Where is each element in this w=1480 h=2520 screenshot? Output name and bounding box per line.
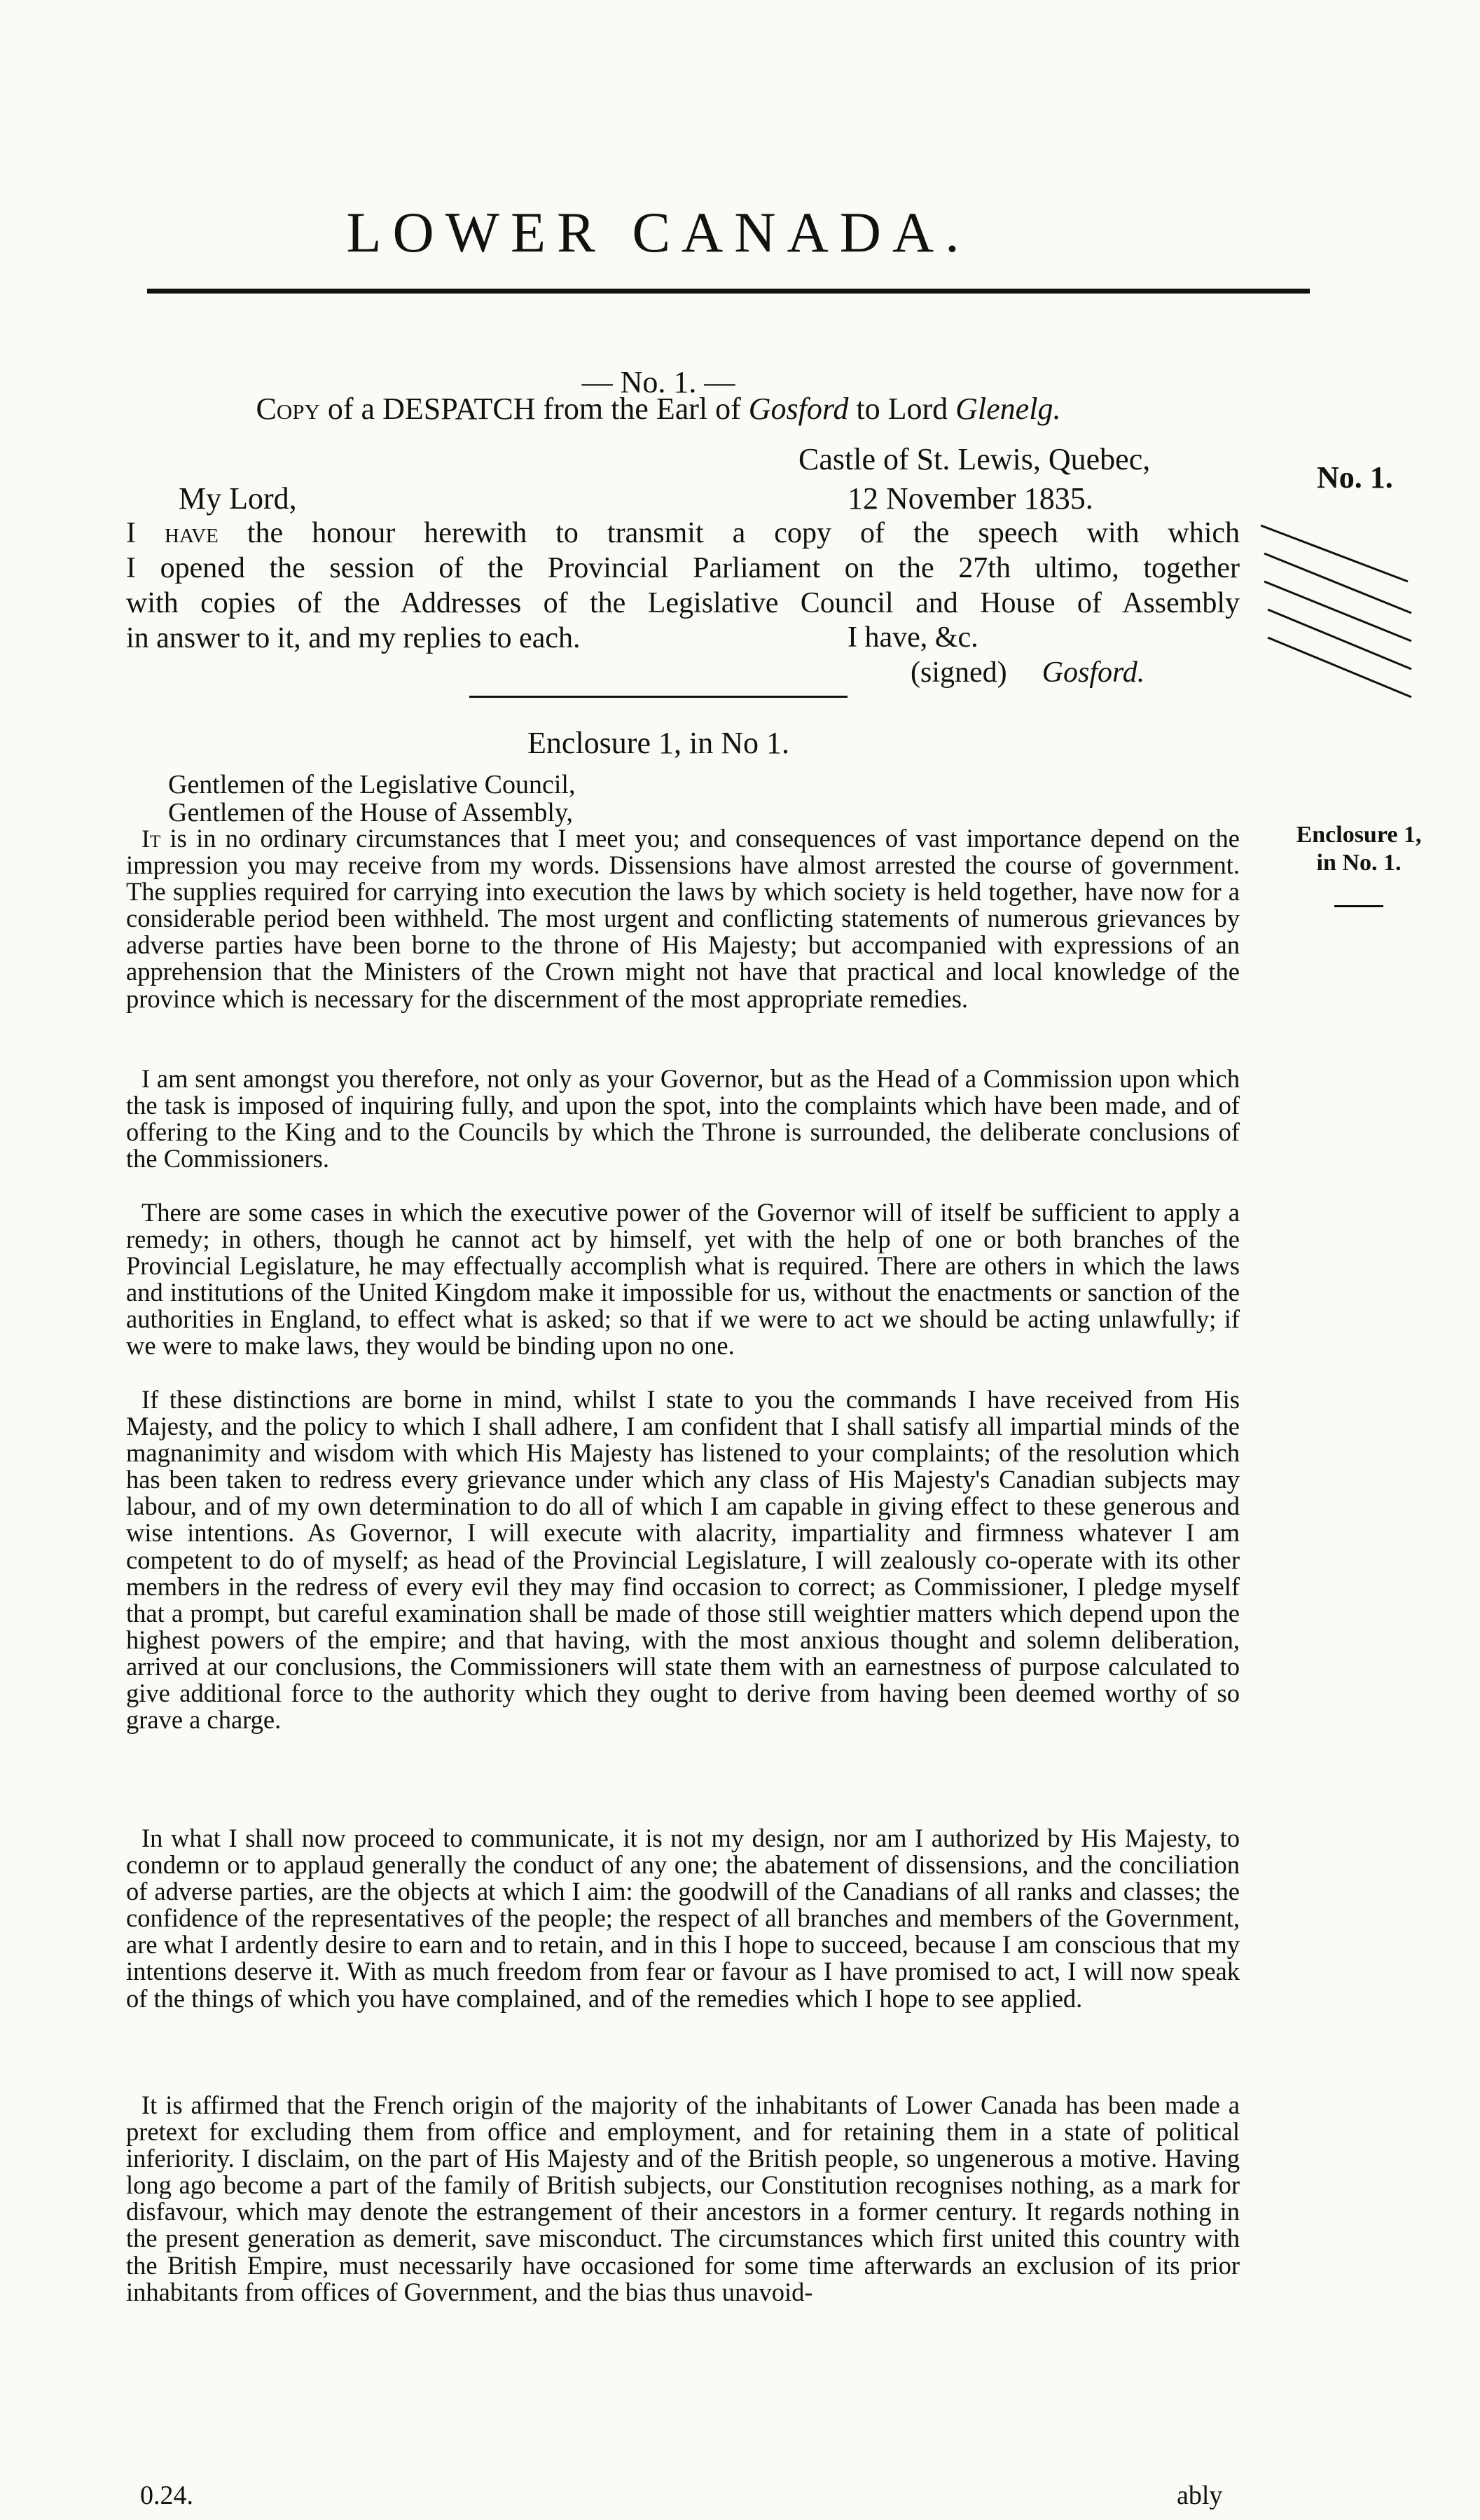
document-title: LOWER CANADA.	[346, 200, 971, 264]
margin-enclosure	[1289, 821, 1429, 877]
paragraph-4: If these distinctions are borne in mind, whilst I state to you the commands I have received from His Majesty, and the policy to which I shall adhere, I am confident that I shall satisfy all impartial minds of the magnanimity and wisdom with which His Majesty has listened to your complaints; of the resolution which has been taken to redress every grievance under which any class of His Majesty's Canadian subjects may labour, and of my own determination to do all of which I am capable in giving effect to these generous and wise intentions. As Governor, I will execute with alacrity, impartiality and firmness whatever I am competent to do of myself; as head of the Provincial Legislature, I will zealously co-operate with its other members in the redress of every evil they may find occasion to correct; as Commissioner, I pledge myself that a prompt, but careful examination shall be made of those still weightier matters which depend upon the highest powers of the empire; and that having, with the most anxious thought and solemn deliberation, arrived at our conclusions, the Commissioners will state them with an earnestness of purpose calculated to give additional force to the authority which they ought to derive from having been deemed worthy of so grave a charge.	[126, 1385, 1240, 1735]
title-rule	[147, 289, 1310, 294]
copy-word: Copy	[256, 392, 320, 426]
enclosure-heading: Enclosure 1, in No 1.	[527, 726, 789, 760]
footer-signature-mark: 0.24.	[140, 2481, 193, 2510]
letter-line-4: in answer to it, and my replies to each.	[126, 622, 581, 654]
salutation: My Lord,	[179, 481, 297, 516]
margin-enclosure-line-1: Enclosure 1,	[1296, 822, 1422, 848]
signature: Gosford.	[1042, 656, 1145, 689]
margin-dash	[1334, 905, 1383, 907]
despatch-heading	[0, 391, 1317, 427]
despatch-number: — No. 1. —	[581, 365, 735, 399]
heading-to: to Lord	[848, 392, 956, 426]
heading-of-a: of a DESPATCH from the Earl of	[319, 392, 749, 426]
paragraph-3: There are some cases in which the executive power of the Governor will of itself be sufficient to apply a remedy; in others, though he cannot act by himself, yet with the help of one or both branches of the Provincial Legislature, he may effectually accomplish what is required. There are others in which the laws and institutions of the United Kingdom make it impossible for us, without the enactments or sanction of the authorities in England, to effect what is asked; so that if we were to act we should be acting unlawfully; if we were to make laws, they would be binding upon no one.	[126, 1198, 1240, 1361]
letter-line-2: I opened the session of the Provincial Parliament on the 27th ultimo, together	[126, 552, 1240, 584]
letter-line-3: with copies of the Addresses of the Legislative Council and House of Assembly	[126, 587, 1240, 619]
address-line-2: Gentlemen of the House of Assembly,	[168, 798, 573, 827]
paragraph-5: In what I shall now proceed to communicate, it is not my design, nor am I authorized by His Majesty, to condemn or to applaud generally the conduct of any one; the abatement of dissensions, and the conciliation of adverse parties, are the objects at which I aim: the goodwill of the Canadians of all ranks and classes; the confidence of the representatives of the people; the respect of all branches and members of the Government, are what I ardently desire to earn and to retain, and in this I hope to succeed, because I am conscious that my intentions deserve it. With as much freedom from fear or favour as I have promised to act, I will now speak of the things of which you have complained, and of the remedies which I hope to see applied.	[126, 1824, 1240, 2013]
section-rule	[469, 696, 848, 698]
signed-label: (signed)	[911, 656, 1007, 689]
margin-number: No. 1.	[1317, 460, 1393, 495]
paragraph-1: It is in no ordinary circumstances that I meet you; and consequences of vast importance depend on the impression you may receive from my words. Dissensions have almost arrested the course of government. The supplies required for carrying into execution the laws by which society is held together, have now for a considerable period been withheld. The most urgent and conflicting statements of numerous grievances by adverse parties have been borne to the throne of His Majesty; but accompanied with expressions of an apprehension that the Ministers of the Crown might not have that practical and local knowledge of the province which is necessary for the discernment of the most appropriate remedies.	[126, 824, 1240, 1013]
despatch-date: 12 November 1835.	[848, 481, 1093, 516]
letter-line-1: I have the honour herewith to transmit a copy of the speech with which	[126, 517, 1240, 549]
catchword: ably	[1177, 2481, 1223, 2510]
address-line-1: Gentlemen of the Legislative Council,	[168, 770, 576, 799]
heading-from-name: Gosford	[748, 392, 849, 426]
closing: I have, &c.	[848, 621, 978, 654]
paragraph-2: I am sent amongst you therefore, not only as your Governor, but as the Head of a Commission upon which the task is imposed of inquiring fully, and upon the spot, into the complaints which have been made, and of offering to the King and to the Councils by which the Throne is surrounded, the deliberate conclusions of the Commissioners.	[126, 1064, 1240, 1173]
heading-to-name: Glenelg.	[955, 392, 1061, 426]
margin-enclosure-line-2: in No. 1.	[1316, 850, 1402, 876]
paragraph-6: It is affirmed that the French origin of the majority of the inhabitants of Lower Canada has been made a pretext for excluding them from office and employment, and for retaining them in a state of political inferiority. I disclaim, on the part of His Majesty and of the British people, so ungenerous a motive. Having long ago become a part of the family of British subjects, our Constitution recognises nothing, as a mark for disfavour, which may denote the estrangement of their ancestors in a former century. It regards nothing in the present generation as demerit, save misconduct. The circumstances which first united this country with the British Empire, must necessarily have occasioned for some time afterwards an exclusion of its prior inhabitants from offices of Government, and the bias thus unavoid-	[126, 2091, 1240, 2306]
margin-strokes	[1261, 511, 1422, 736]
signature-block	[911, 656, 1144, 689]
despatch-place: Castle of St. Lewis, Quebec,	[798, 442, 1151, 476]
